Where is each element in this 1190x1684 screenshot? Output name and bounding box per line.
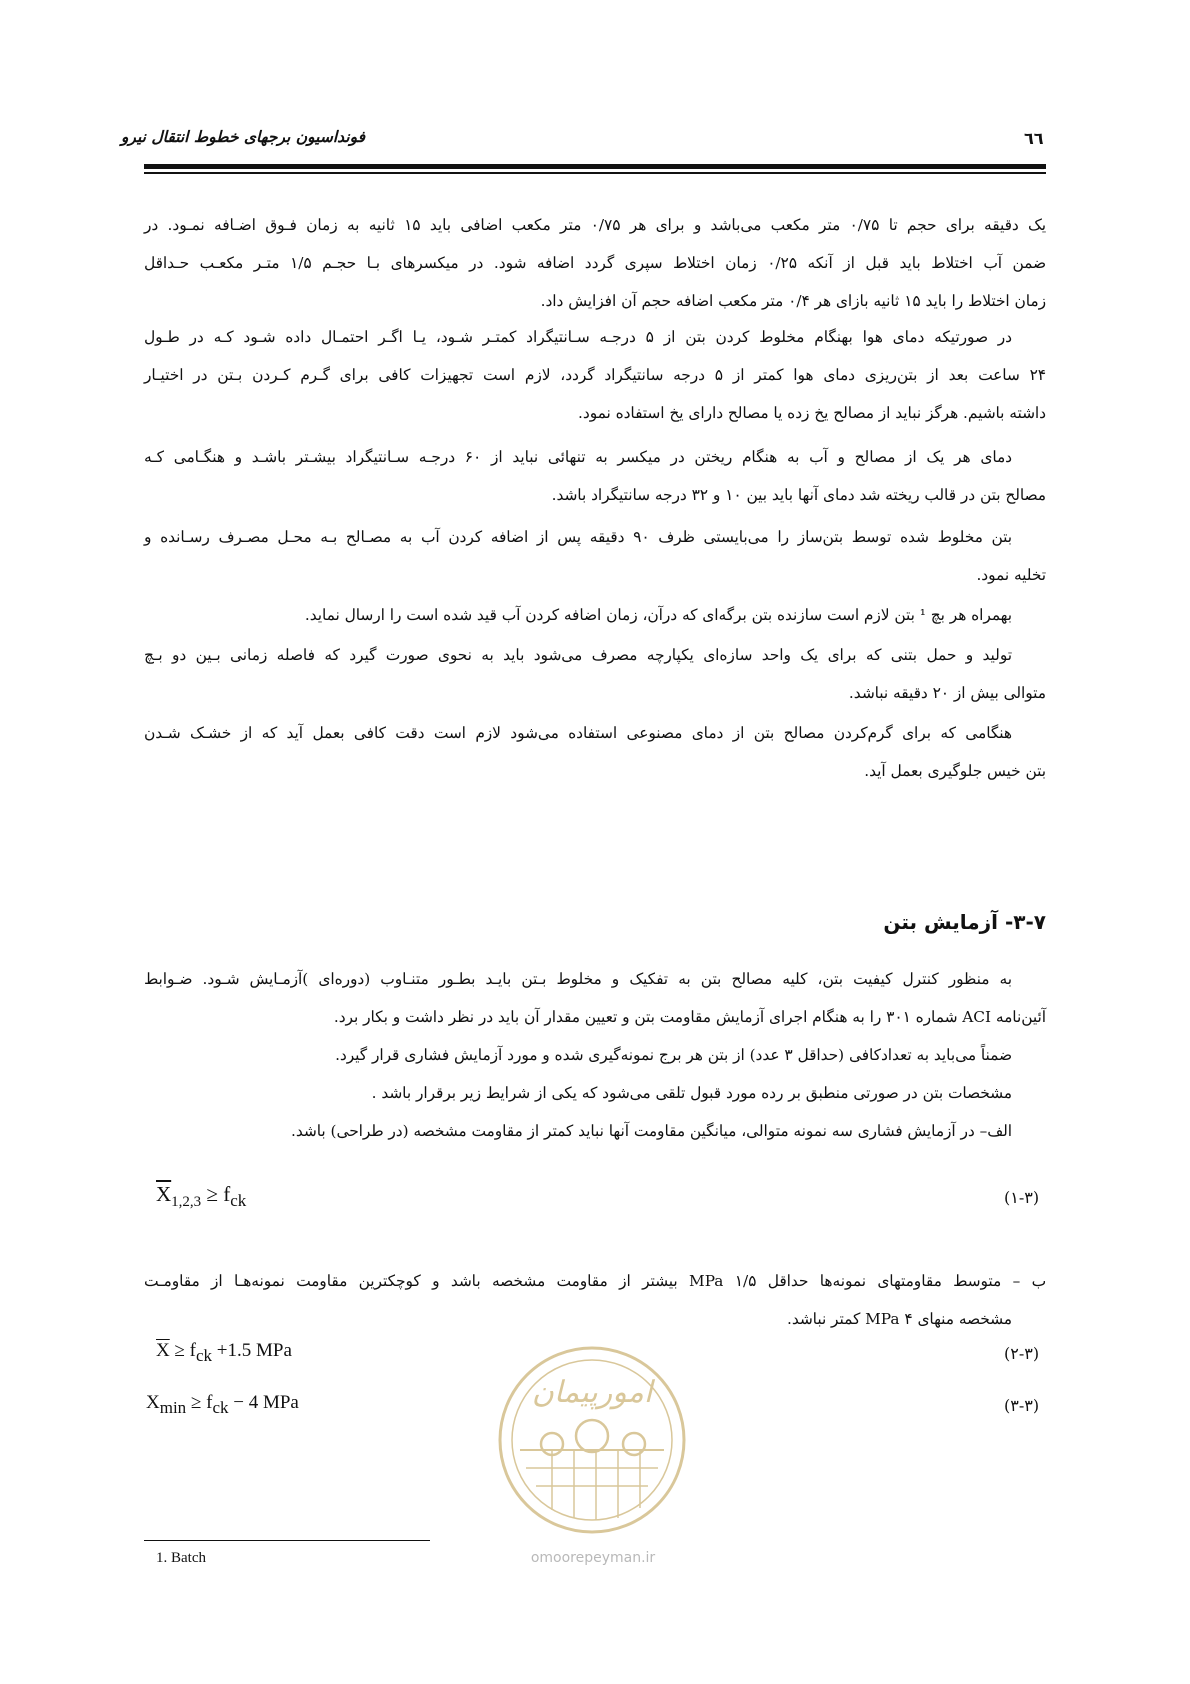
text-line: دمای هر یک از مصالح و آب به هنگام ریختن در میکسر به تنهائی نباید از ۶۰ درجـه سـانتیگراد بیشـتر باشـد و هنگـامی کـه bbox=[144, 448, 1012, 466]
equation-relation: ≥ f bbox=[201, 1182, 231, 1206]
paragraph-delivery-time bbox=[144, 518, 1046, 594]
header-rule-thick bbox=[144, 164, 1046, 169]
equation-number: (۳-۳) bbox=[1004, 1396, 1040, 1415]
equation-variable: X bbox=[146, 1392, 160, 1413]
text-line: مشخصه منهای ۴ MPa کمتر نباشد. bbox=[786, 1310, 1012, 1328]
paragraph-batch-ticket bbox=[144, 596, 1046, 634]
paragraph-artificial-heating bbox=[144, 714, 1046, 790]
equation-number: (۱-۳) bbox=[1004, 1188, 1040, 1207]
running-header-title: فونداسیون برجهای خطوط انتقال نیرو bbox=[120, 128, 365, 146]
paragraph-continuous-pour bbox=[144, 636, 1046, 712]
equation-relation: ≥ f bbox=[169, 1340, 196, 1361]
text-line: یک دقیقه برای حجم تا ۰/۷۵ متر مکعب می‌باشد و برای هر ۰/۷۵ متر مکعب اضافی باید ۱۵ ثانیه به زمان فـوق اضـافه نمـود. در bbox=[144, 216, 1046, 234]
text-line: ب – متوسط مقاومتهای نمونه‌ها حداقل ۱/۵ MPa بیشتر از مقاومت مشخصه باشد و کوچکترین مقاومت نمونه‌هـا از مقاومـت bbox=[144, 1272, 1046, 1290]
footnote-rule bbox=[144, 1540, 430, 1541]
equation-variable: $\overline{X}$ bbox=[156, 1340, 170, 1361]
section-heading: ۳-۷- آزمایش بتن bbox=[883, 910, 1046, 934]
text-line: ضمن آب اختلاط باید قبل از آنکه ۰/۲۵ زمان اختلاط سپری گردد اضافه شود. در میکسرهای بـا حجـم ۱/۵ متـر مکعـب حـداقل bbox=[144, 254, 1046, 272]
header-rule-thin bbox=[144, 172, 1046, 174]
equation-subscript: min bbox=[159, 1397, 187, 1417]
text-line: ۲۴ ساعت بعد از بتن‌ریزی دمای هوا کمتر از ۵ درجه سانتیگراد گردد، لازم است تجهیزات کافی برای گـرم کـردن بـتن در اختیـار bbox=[144, 366, 1046, 384]
paragraph-material-temperature bbox=[144, 438, 1046, 514]
text-line: متوالی بیش از ۲۰ دقیقه نباشد. bbox=[848, 684, 1046, 702]
equation-variable: $\overline{X}$ bbox=[156, 1182, 172, 1206]
text-line: به منظور کنترل کیفیت بتن، کلیه مصالح بتن به تفکیک و مخلوط بـتن بایـد بطـور متنـاوب (دوره‌ای )آزمـایش شـود. ضـوابط bbox=[144, 970, 1012, 988]
watermark-caption: omoorepeyman.ir bbox=[530, 1550, 656, 1566]
text-line: بتن مخلوط شده توسط بتن‌ساز را می‌بایستی ظرف ۹۰ دقیقه پس از اضافه کردن آب به مصـالح بـه محـل مصـرف رسـانده و bbox=[144, 528, 1012, 546]
paragraph-condition-b bbox=[144, 1262, 1046, 1338]
text-line: تولید و حمل بتنی که برای یک واحد سازه‌ای یکپارچه مصرف می‌شود باید به نحوی صورت گیرد که فاصله زمانی بـین دو بـچ bbox=[144, 646, 1012, 664]
paragraph-mixing-time bbox=[144, 206, 1046, 320]
text-line: ضمناً می‌باید به تعدادکافی (حداقل ۳ عدد) از بتن هر برج نمونه‌گیری شده و مورد آزمایش فشاری قرار گیرد. bbox=[335, 1046, 1012, 1064]
equation-minimum-strength bbox=[146, 1392, 299, 1418]
equation-subscript: ck bbox=[212, 1397, 229, 1417]
equation-subscript: 1,2,3 bbox=[171, 1194, 202, 1211]
paragraph-concrete-testing bbox=[144, 960, 1046, 1150]
equation-mean-strength bbox=[156, 1340, 292, 1366]
equation-subscript: ck bbox=[230, 1191, 247, 1211]
equation-number: (۲-۳) bbox=[1004, 1344, 1040, 1363]
text-line: الف– در آزمایش فشاری سه نمونه متوالی، میانگین مقاومت آنها نباید کمتر از مقاومت مشخصه (در طراحی) باشد. bbox=[291, 1122, 1012, 1140]
footnote-text: 1. Batch bbox=[156, 1550, 206, 1566]
watermark-seal bbox=[492, 1340, 692, 1545]
equation-subscript: ck bbox=[196, 1345, 213, 1365]
text-line: بهمراه هر بچ ¹ بتن لازم است سازنده بتن برگه‌ای که درآن، زمان اضافه کردن آب قید شده است را ارسال نماید. bbox=[304, 606, 1012, 624]
text-line: مشخصات بتن در صورتی منطبق بر رده مورد قبول تلقی می‌شود که یکی از شرایط زیر برقرار باشد . bbox=[371, 1084, 1012, 1102]
text-line: زمان اختلاط را باید ۱۵ ثانیه بازای هر ۰/۴ متر مکعب اضافه حجم آن افزایش داد. bbox=[540, 292, 1046, 310]
text-line: بتن خیس جلوگیری بعمل آید. bbox=[864, 762, 1046, 780]
paragraph-cold-weather bbox=[144, 318, 1046, 432]
equation-tail: +1.5 MPa bbox=[212, 1340, 292, 1361]
text-line: مصالح بتن در قالب ریخته شد دمای آنها باید بین ۱۰ و ۳۲ درجه سانتیگراد باشد. bbox=[551, 486, 1046, 504]
page-number: ٦٦ bbox=[1024, 129, 1044, 148]
text-line: داشته باشیم. هرگز نباید از مصالح یخ زده یا مصالح دارای یخ استفاده نمود. bbox=[578, 404, 1046, 422]
text-line: تخلیه نمود. bbox=[976, 566, 1046, 584]
text-line: در صورتیکه دمای هوا بهنگام مخلوط کردن بتن از ۵ درجـه سـانتیگراد کمتـر شـود، یـا اگـر احتمـال داده شـود کـه در طـول bbox=[144, 328, 1012, 346]
text-line: هنگامی که برای گرم‌کردن مصالح بتن از دمای مصنوعی استفاده می‌شود لازم است دقت کافی بعمل آید که از خشـک شـدن bbox=[144, 724, 1012, 742]
equation-relation: ≥ f bbox=[186, 1392, 213, 1413]
equation-tail: − 4 MPa bbox=[228, 1392, 299, 1413]
text-line: آئین‌نامه ACI شماره ۳۰۱ را به هنگام اجرای آزمایش مقاومت بتن و تعیین مقدار آن باید در نظر داشت و بکار برد. bbox=[333, 1008, 1046, 1026]
watermark-seal-text: امورپیمان bbox=[531, 1375, 653, 1410]
equation-average-strength bbox=[156, 1182, 246, 1211]
